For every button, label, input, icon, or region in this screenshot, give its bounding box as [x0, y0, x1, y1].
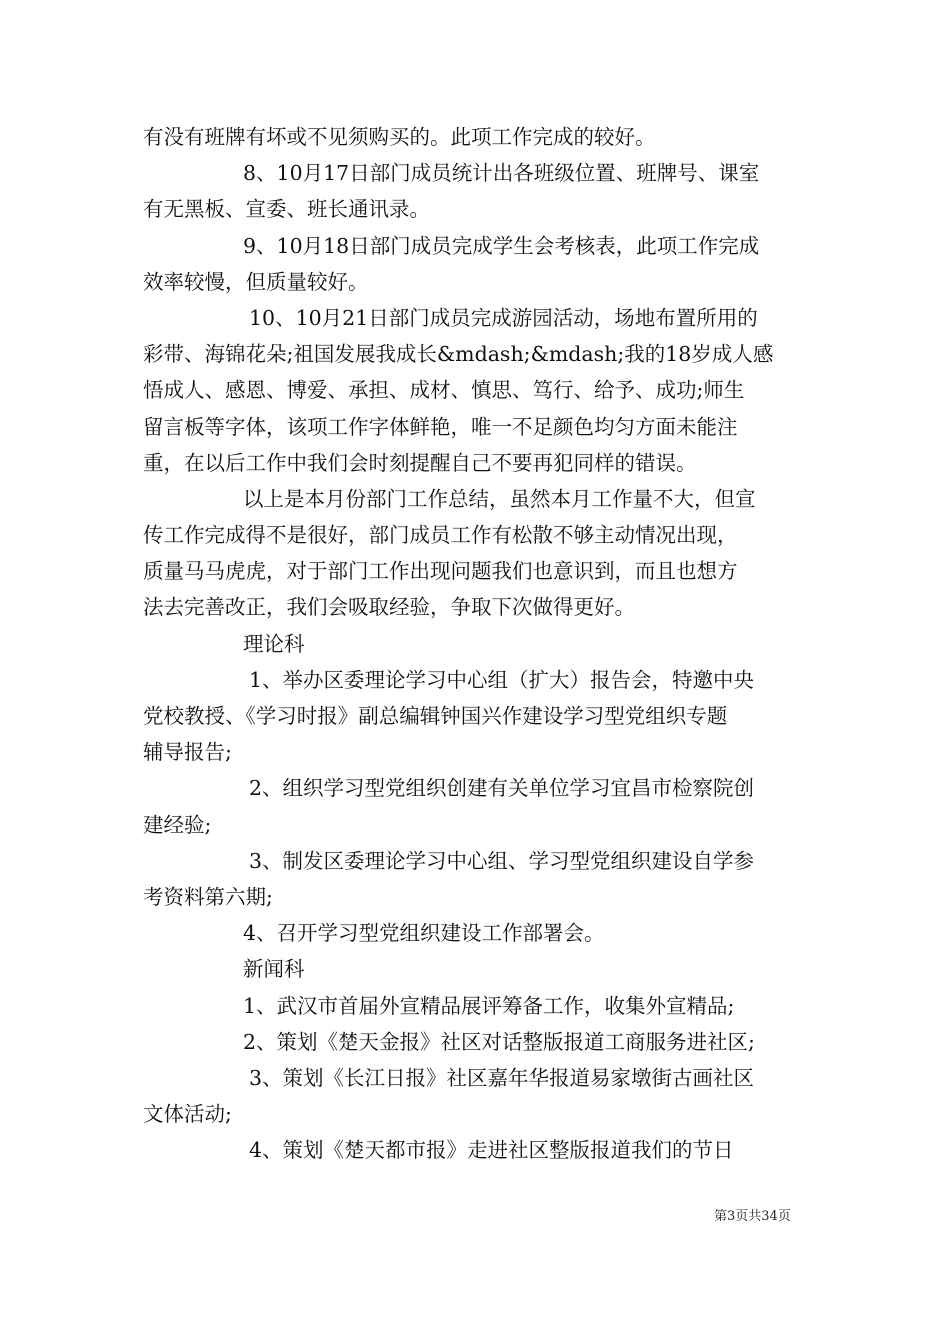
text-line: 有无黑板、宣委、班长通讯录。: [143, 197, 430, 222]
text-line: 重，在以后工作中我们会时刻提醒自己不要再犯同样的错误。: [143, 450, 697, 475]
text-line: 传工作完成得不是很好，部门成员工作有松散不够主动情况出现，: [143, 523, 738, 548]
text-line: 以上是本月份部门工作总结，虽然本月工作量不大，但宣: [243, 486, 756, 511]
text-line: 文体活动;: [143, 1102, 232, 1127]
text-line: 悟成人、感恩、博爱、承担、成材、慎思、笃行、给予、成功;师生: [143, 378, 745, 403]
text-line: 3、制发区委理论学习中心组、学习型党组织建设自学参: [249, 848, 755, 873]
text-line: 9、10月18日部门成员完成学生会考核表，此项工作完成: [243, 233, 760, 258]
text-line: 建经验;: [143, 812, 212, 837]
text-line: 效率较慢，但质量较好。: [143, 269, 369, 294]
text-line: 4、策划《楚天都市报》走进社区整版报道我们的节日: [249, 1138, 734, 1163]
text-line: 质量马马虎虎，对于部门工作出现问题我们也意识到，而且也想方: [143, 559, 738, 584]
body-text: [143, 119, 808, 1168]
text-line: 2、组织学习型党组织创建有关单位学习宜昌市检察院创: [249, 776, 755, 801]
text-line: 留言板等字体，该项工作字体鲜艳，唯一不足颜色均匀方面未能注: [143, 414, 738, 439]
text-line: 1、武汉市首届外宣精品展评筹备工作，收集外宣精品;: [243, 993, 735, 1018]
text-line: 彩带、海锦花朵;祖国发展我成长&mdash;&mdash;我的18岁成人感: [143, 342, 774, 367]
text-line: 1、举办区委理论学习中心组（扩大）报告会，特邀中央: [249, 667, 755, 692]
text-line: 10、10月21日部门成员完成游园活动，场地布置所用的: [249, 305, 758, 330]
text-line: 辅导报告;: [143, 740, 232, 765]
text-line: 考资料第六期;: [143, 884, 273, 909]
text-line: 4、召开学习型党组织建设工作部署会。: [243, 921, 605, 946]
text-line: 法去完善改正，我们会吸取经验，争取下次做得更好。: [143, 595, 635, 620]
section-heading: 理论科: [243, 631, 305, 656]
text-line: 2、策划《楚天金报》社区对话整版报道工商服务进社区;: [243, 1029, 755, 1054]
page-number: 第3页共34页: [714, 1209, 791, 1224]
section-heading: 新闻科: [243, 957, 305, 982]
text-line: 有没有班牌有坏或不见须购买的。此项工作完成的较好。: [143, 125, 656, 149]
text-line: 党校教授、《学习时报》副总编辑钟国兴作建设学习型党组织专题: [143, 704, 728, 728]
text-line: 3、策划《长江日报》社区嘉年华报道易家墩街古画社区: [249, 1065, 755, 1090]
text-line: 8、10月17日部门成员统计出各班级位置、班牌号、课室: [243, 161, 760, 186]
